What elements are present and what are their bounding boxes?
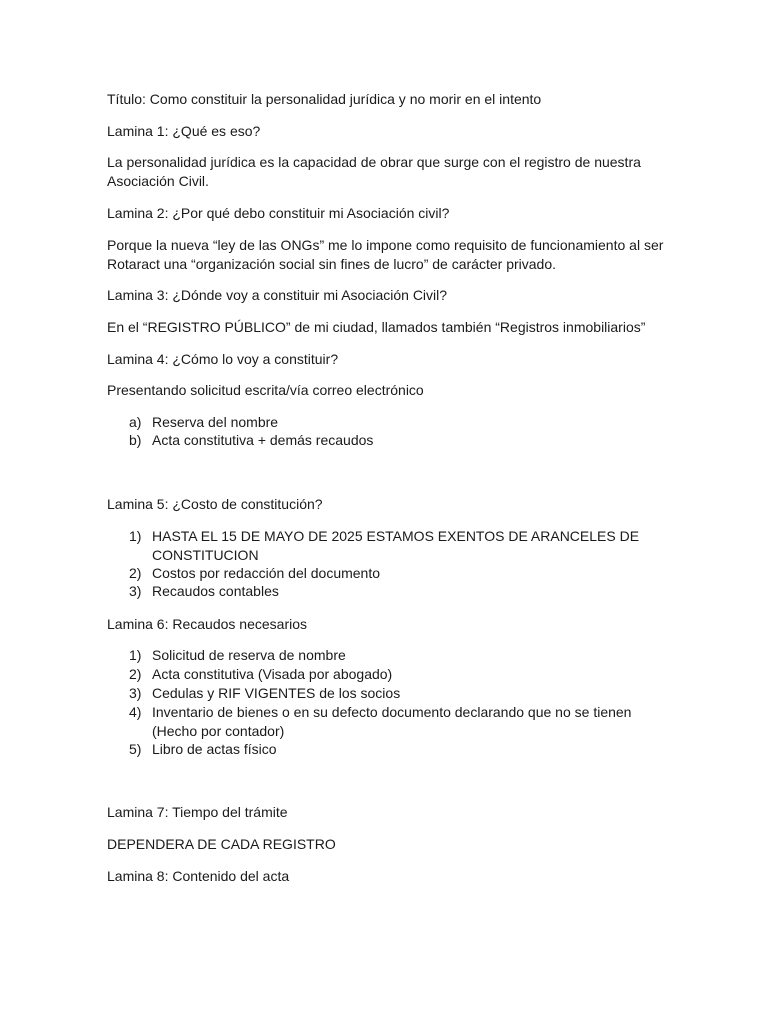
lamina-1-heading: Lamina 1: ¿Qué es eso? [107, 123, 261, 139]
list-marker: 2) [129, 666, 142, 682]
list-marker: 4) [129, 704, 142, 720]
list-marker: b) [129, 432, 142, 448]
list-marker: a) [129, 414, 142, 430]
list-item [129, 665, 659, 684]
list-item-text: Acta constitutiva + demás recaudos [152, 432, 374, 448]
list-item-text: Acta constitutiva (Visada por abogado) [152, 666, 393, 682]
list-item-text: Solicitud de reserva de nombre [152, 647, 346, 663]
list-marker: 1) [129, 647, 142, 663]
list-item-text: Cedulas y RIF VIGENTES de los socios [152, 685, 401, 701]
lamina-3-heading: Lamina 3: ¿Dónde voy a constituir mi Asociación Civil? [107, 287, 448, 303]
lamina-8-heading: Lamina 8: Contenido del acta [107, 868, 290, 884]
document-title: Título: Como constituir la personalidad jurídica y no morir en el intento [107, 91, 542, 107]
lamina-4-heading: Lamina 4: ¿Cómo lo voy a constituir? [107, 351, 339, 367]
list-item [129, 646, 659, 665]
list-item [129, 582, 659, 601]
lamina-7-heading: Lamina 7: Tiempo del trámite [107, 804, 288, 820]
list-item-text: Recaudos contables [152, 583, 279, 599]
list-item [129, 564, 659, 583]
list-marker: 3) [129, 685, 142, 701]
list-item-text: Inventario de bienes o en su defecto documento declarando que no se tienen (Hecho por contador) [152, 704, 632, 739]
list-item [129, 684, 659, 703]
list-marker: 3) [129, 583, 142, 599]
lamina-1-body: La personalidad jurídica es la capacidad de obrar que surge con el registro de nuestra Asociación Civil. [107, 154, 641, 189]
list-item-text: Costos por redacción del documento [152, 565, 381, 581]
list-marker: 1) [129, 528, 142, 544]
list-marker: 2) [129, 565, 142, 581]
lamina-4-body: Presentando solicitud escrita/vía correo electrónico [107, 382, 424, 398]
lamina-3-body: En el “REGISTRO PÚBLICO” de mi ciudad, llamados también “Registros inmobiliarios” [107, 319, 646, 335]
lamina-6-heading: Lamina 6: Recaudos necesarios [107, 616, 308, 632]
lamina-2-body: Porque la nueva “ley de las ONGs” me lo impone como requisito de funcionamiento al ser Rotaract una “organización social sin fines de lucro” de carácter privado. [107, 237, 664, 272]
lamina-2-heading: Lamina 2: ¿Por qué debo constituir mi Asociación civil? [107, 205, 450, 221]
list-item [129, 413, 659, 432]
list-item-text: Libro de actas físico [152, 741, 277, 757]
list-marker: 5) [129, 741, 142, 757]
list-item [129, 703, 659, 740]
lamina-5-heading: Lamina 5: ¿Costo de constitución? [107, 496, 323, 512]
list-item [129, 740, 659, 759]
list-item-text: HASTA EL 15 DE MAYO DE 2025 ESTAMOS EXENTOS DE ARANCELES DE CONSTITUCION [152, 528, 640, 563]
list-item [129, 431, 659, 450]
list-item-text: Reserva del nombre [152, 414, 279, 430]
lamina-7-body: DEPENDERA DE CADA REGISTRO [107, 836, 336, 852]
list-item [129, 527, 659, 564]
